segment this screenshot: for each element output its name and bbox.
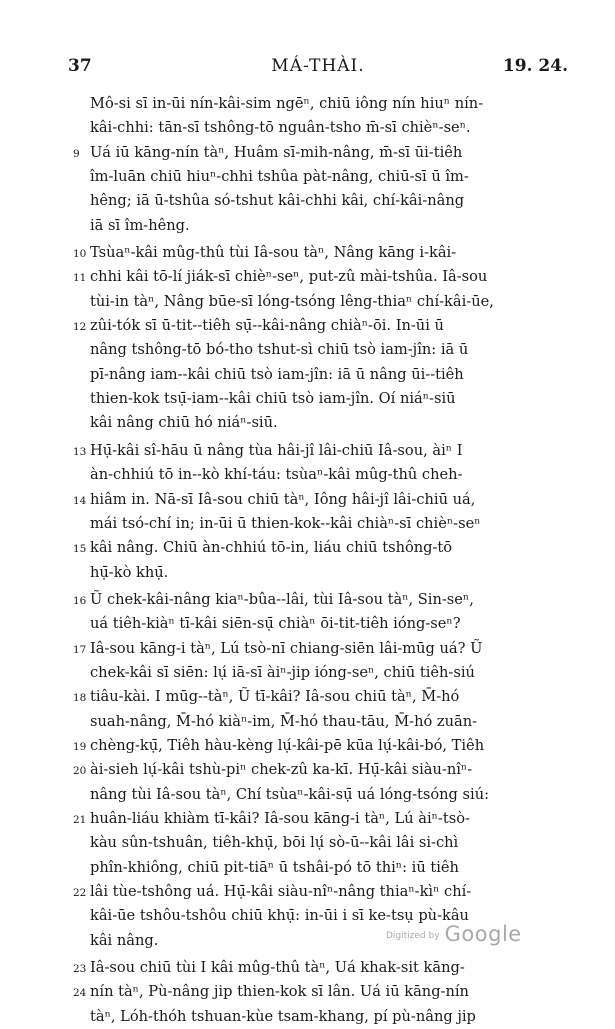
text-line bbox=[0, 661, 615, 685]
text-line bbox=[0, 265, 615, 289]
text-line bbox=[0, 536, 615, 560]
text-line bbox=[0, 856, 615, 880]
line-text: nín tàⁿ, Pù-nâng jip thien-kok sī lân. Uá iū kāng-nín bbox=[90, 983, 469, 1001]
line-text: chhi kâi tō-lí jiák-sī chièⁿ-seⁿ, put-zû mài-tshûa. Iâ-sou bbox=[90, 268, 488, 286]
line-text: uá tiêh-kiàⁿ tī-kâi siēn-sụ̄ chiàⁿ ōi-tit-tiêh ióng-seⁿ? bbox=[90, 615, 461, 633]
line-text: kâi-ūe tshôu-tshôu chiū khụ̄: in-ūi i sī ke-tsụ pù-kâu bbox=[90, 907, 469, 925]
line-text: zûi-tók sī ū-tit--tiêh sụ̄--kâi-nâng chiàⁿ-ōi. In-ūi ū bbox=[90, 317, 444, 335]
text-line bbox=[0, 165, 615, 189]
line-text: tàⁿ, Lóh-thóh tshuan-kùe tsam-khang, pí pù-nâng jip bbox=[90, 1007, 476, 1025]
text-line bbox=[0, 439, 615, 463]
text-line bbox=[0, 758, 615, 782]
line-text: chèng-kụ̄, Tiêh hàu-kèng lụ́-kâi-pē kūa lụ́-kâi-bó, Tiêh bbox=[90, 736, 485, 754]
text-line bbox=[0, 512, 615, 536]
watermark-prefix: Digitized by bbox=[386, 931, 440, 941]
verse-number: 24 bbox=[73, 987, 87, 1000]
text-line bbox=[0, 338, 615, 362]
line-text: Uá iū kāng-nín tàⁿ, Huâm sī-mih-nâng, m̄-sī ūi-tiêh bbox=[90, 143, 463, 161]
line-text: nâng tùi Iâ-sou tàⁿ, Chí tsùaⁿ-kâi-sụ̄ uá lóng-tsóng siú: bbox=[90, 785, 490, 803]
text-line bbox=[0, 241, 615, 265]
line-text: Tsùaⁿ-kâi mûg-thû tùi Iâ-sou tàⁿ, Nâng kāng i-kâi- bbox=[90, 244, 457, 262]
text-line bbox=[0, 904, 615, 928]
text-line bbox=[0, 387, 615, 411]
text-line bbox=[0, 189, 615, 213]
text-line bbox=[0, 561, 615, 585]
line-text: kâi-chhi: tān-sī tshông-tō nguân-tsho m̄-sī chièⁿ-seⁿ. bbox=[90, 119, 471, 137]
line-text: lâi tùe-tshông uá. Hụ̄-kâi siàu-nîⁿ-nâng thiaⁿ-kìⁿ chí- bbox=[90, 883, 472, 900]
text-line bbox=[0, 734, 615, 758]
line-text: suah-nâng, M̄-hó kiàⁿ-im, M̄-hó thau-tāu, M̄-hó zuān- bbox=[90, 712, 478, 730]
verse-number: 14 bbox=[73, 494, 87, 507]
line-text: hêng; iā ū-tshûa só-tshut kâi-chhi kâi, chí-kâi-nâng bbox=[90, 192, 465, 210]
running-header bbox=[68, 56, 568, 80]
text-line bbox=[0, 141, 615, 165]
text-line bbox=[0, 980, 615, 1004]
google-logo: Google bbox=[444, 922, 522, 946]
line-text: Ũ chek-kâi-nâng kiaⁿ-bûa--lâi, tùi Iâ-sou tàⁿ, Sin-seⁿ, bbox=[90, 590, 474, 608]
line-text: tiâu-kài. I mūg--tàⁿ, Ũ tī-kâi? Iâ-sou chiū tàⁿ, M̄-hó bbox=[90, 688, 460, 706]
verse-number: 23 bbox=[73, 963, 87, 976]
verse-number: 20 bbox=[73, 765, 87, 778]
digitized-by-google-watermark bbox=[386, 922, 522, 946]
line-text: nâng tshông-tō bó-tho tshut-sì chiū tsò iam-jîn: iā ū bbox=[90, 341, 469, 359]
line-text: Hụ̄-kâi sî-hāu ū nâng tùa hâi-jî lâi-chiū Iâ-sou, àiⁿ I bbox=[90, 441, 463, 459]
page-number: 37 bbox=[68, 56, 92, 76]
text-line bbox=[0, 92, 615, 116]
line-text: huân-liáu khiàm tī-kâi? Iâ-sou kāng-i tàⁿ, Lú àiⁿ-tsò- bbox=[90, 809, 470, 827]
verse-number: 12 bbox=[73, 321, 87, 334]
line-text: kâi nâng chiū hó niáⁿ-siū. bbox=[90, 414, 278, 432]
verse-number: 19 bbox=[73, 740, 87, 753]
verse-number: 10 bbox=[73, 248, 87, 261]
verse-number: 17 bbox=[73, 643, 87, 656]
body-text bbox=[0, 92, 615, 1029]
text-line bbox=[0, 710, 615, 734]
verse-number: 15 bbox=[73, 543, 87, 556]
line-text: pī-nâng iam--kâi chiū tsò iam-jîn: iā ū nâng ūi--tiêh bbox=[90, 365, 464, 383]
text-line bbox=[0, 880, 615, 904]
chapter-verse-reference: 19. 24. bbox=[502, 56, 568, 76]
line-text: hụ̄-kò khụ̄. bbox=[90, 563, 169, 581]
book-title: MÁ-THÀI. bbox=[271, 56, 365, 76]
verse-number: 18 bbox=[73, 692, 87, 705]
text-line bbox=[0, 1005, 615, 1029]
line-text: kàu sûn-tshuân, tiêh-khụ̄, bōi lụ́ sò-ū--kâi lâi si-chì bbox=[90, 834, 459, 852]
line-text: hiâm in. Nā-sī Iâ-sou chiū tàⁿ, Iông hâi-jî lâi-chiū uá, bbox=[90, 490, 476, 508]
line-text: Mô-si sī in-ūi nín-kâi-sim ngēⁿ, chiū iông nín hiuⁿ nín- bbox=[90, 95, 484, 112]
line-text: Iâ-sou chiū tùi I kâi mûg-thû tàⁿ, Uá khak-sit kāng- bbox=[90, 959, 465, 977]
text-line bbox=[0, 214, 615, 238]
line-text: mái tsó-chí in; in-ūi ū thien-kok--kâi chiàⁿ-sī chièⁿ-seⁿ bbox=[90, 514, 481, 532]
text-line bbox=[0, 463, 615, 487]
line-text: Iâ-sou kāng-i tàⁿ, Lú tsò-nī chiang-siēn lâi-mūg uá? Ũ bbox=[90, 639, 483, 657]
line-text: thien-kok tsụ̄-iam--kâi chiū tsò iam-jîn. Oí niáⁿ-siū bbox=[90, 390, 456, 408]
line-text: kâi nâng. bbox=[90, 931, 159, 949]
text-line bbox=[0, 116, 615, 140]
text-line bbox=[0, 637, 615, 661]
text-line bbox=[0, 807, 615, 831]
line-text: ài-sieh lụ́-kâi tshù-piⁿ chek-zû ka-kī. Hụ̄-kâi siàu-nîⁿ- bbox=[90, 761, 473, 779]
text-line bbox=[0, 612, 615, 636]
text-line bbox=[0, 929, 615, 953]
text-line bbox=[0, 831, 615, 855]
text-line bbox=[0, 363, 615, 387]
line-text: chek-kâi sī siēn: lụ́ iā-sī àiⁿ-jip ióng-seⁿ, chiū tiêh-siú bbox=[90, 663, 475, 681]
verse-number: 9 bbox=[73, 147, 80, 160]
text-line bbox=[0, 956, 615, 980]
verse-number: 21 bbox=[73, 813, 87, 826]
text-line bbox=[0, 411, 615, 435]
line-text: iā sī îm-hêng. bbox=[90, 216, 190, 234]
line-text: kâi nâng. Chiū àn-chhiú tō-in, liáu chiū tshông-tō bbox=[90, 539, 453, 557]
line-text: îm-luān chiū hiuⁿ-chhi tshûa pàt-nâng, chiū-sī ū îm- bbox=[90, 168, 469, 186]
line-text: àn-chhiú tō in--kò khí-táu: tsùaⁿ-kâi mûg-thû cheh- bbox=[90, 466, 463, 484]
text-line bbox=[0, 783, 615, 807]
verse-number: 11 bbox=[73, 272, 87, 285]
line-text: phîn-khiông, chiū pit-tiāⁿ ū tshâi-pó tō thiⁿ: iū tiêh bbox=[90, 858, 459, 876]
verse-number: 16 bbox=[73, 594, 87, 607]
line-text: tùi-in tàⁿ, Nâng būe-sī lóng-tsóng lêng-thiaⁿ chí-kâi-ūe, bbox=[90, 292, 494, 310]
verse-number: 22 bbox=[73, 887, 87, 899]
text-line bbox=[0, 488, 615, 512]
verse-number: 13 bbox=[73, 445, 87, 458]
text-line bbox=[0, 588, 615, 612]
text-line bbox=[0, 685, 615, 709]
text-line bbox=[0, 290, 615, 314]
text-line bbox=[0, 314, 615, 338]
